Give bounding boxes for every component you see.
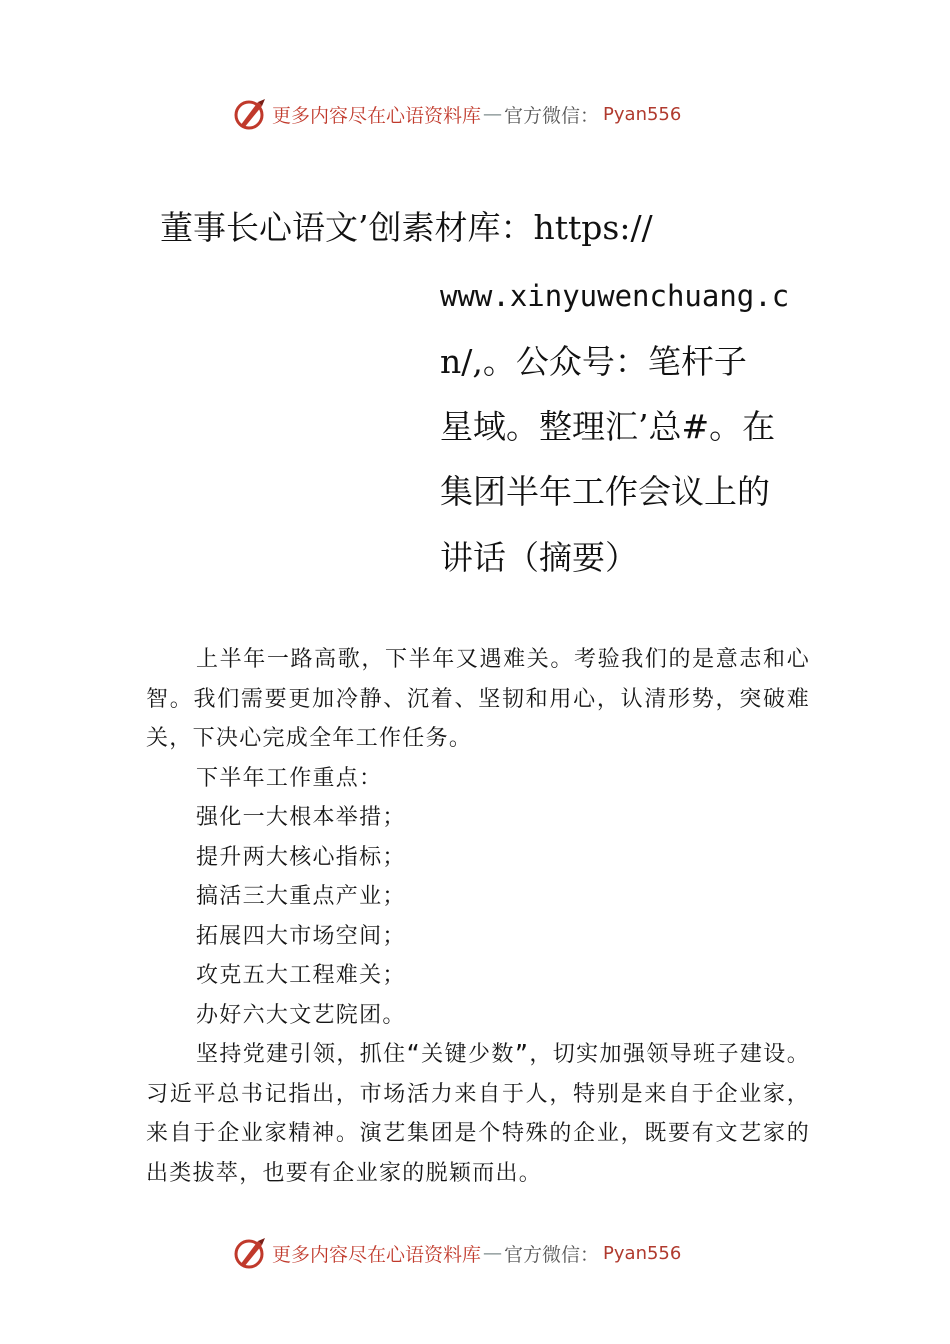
document-body — [146, 640, 810, 1193]
list-item: 提升两大核心指标； — [196, 844, 406, 870]
watermark-text: 更多内容尽在心语资料库 — [272, 104, 482, 127]
list-item: 强化一大根本举措； — [196, 805, 406, 830]
paragraph-intro: 上半年一路高歌，下半年又遇难关。考验我们的是意志和心智。我们需要更加冷静、沉着、坚韧和用心，认清形势，突破难关，下决心完成全年工作任务。 — [146, 647, 810, 751]
list-item: 办好六大文艺院团。 — [196, 1002, 406, 1028]
watermark-banner-top — [232, 94, 752, 134]
watermark-wechat-label: 官方微信： — [504, 1243, 600, 1266]
pen-nib-logo-icon — [232, 1235, 268, 1271]
list-item: 攻克五大工程难关； — [196, 963, 406, 988]
list-item: 搞活三大重点产业； — [196, 884, 406, 909]
paragraph-party-building: 坚持党建引领，抓住“关键少数”，切实加强领导班子建设。习近平总书记指出，市场活力来自于人，特别是来自于企业家，来自于企业家精神。演艺集团是个特殊的企业，既要有文艺家的出类拔萃，也要有企业家的脱颖而出。 — [146, 1042, 810, 1186]
watermark-dash: — — [483, 1242, 503, 1264]
title-line-5: 集团半年工作会议上的 — [440, 472, 770, 511]
watermark-banner-bottom — [232, 1233, 752, 1273]
list-item: 拓展四大市场空间； — [196, 923, 406, 949]
title-line-4: 星域。整理汇’总#。在 — [440, 407, 776, 446]
watermark-dash: — — [483, 103, 503, 125]
title-line-1: 董事长心语文’创素材库：https:// — [160, 208, 653, 247]
paragraph-focus-heading: 下半年工作重点： — [196, 765, 383, 791]
pen-nib-logo-icon — [232, 96, 268, 132]
watermark-wechat-id: Pyan556 — [603, 1242, 682, 1264]
watermark-wechat-label: 官方微信： — [504, 104, 600, 127]
title-line-6: 讲话（摘要） — [440, 538, 638, 577]
title-line-3: n/,。公众号：笔杆子 — [440, 342, 747, 381]
title-line-2: www.xinyuwenchuang.c — [440, 279, 790, 313]
watermark-wechat-id: Pyan556 — [603, 103, 682, 125]
watermark-text: 更多内容尽在心语资料库 — [272, 1243, 482, 1266]
